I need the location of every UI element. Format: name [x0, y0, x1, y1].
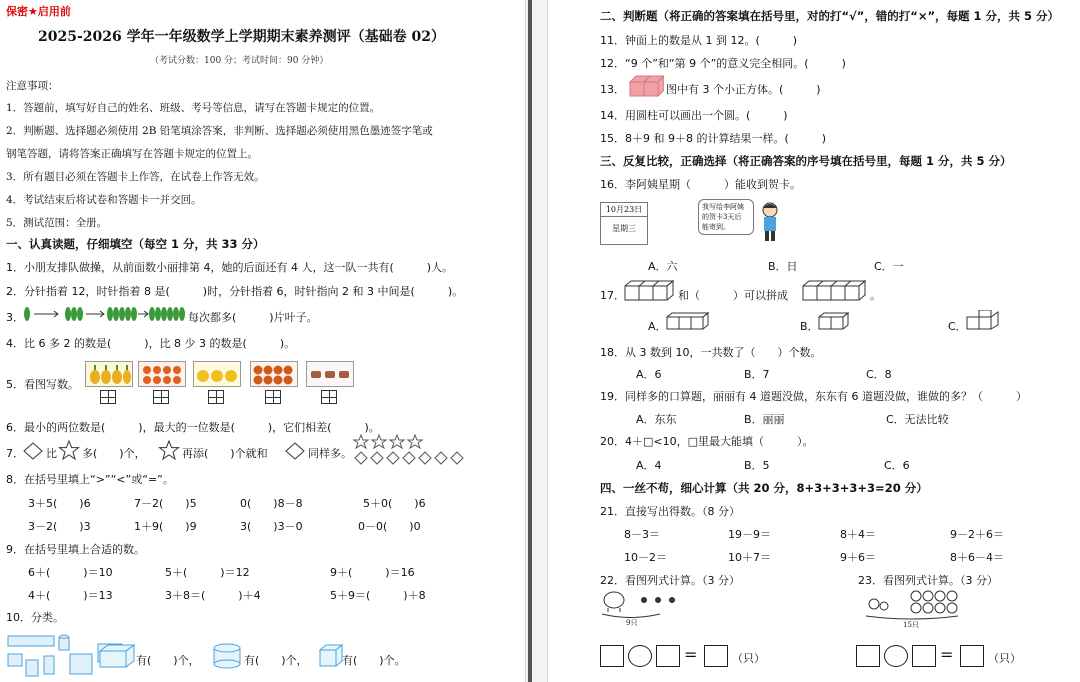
section-3-heading: 三、反复比较，正确选择（将正确答案的序号填在括号里，每题 1 分，共 5 分） — [600, 154, 1012, 168]
count-grid — [153, 390, 169, 404]
exam-subtitle: （考试分数：100 分；考试时间：90 分钟） — [150, 56, 329, 66]
note-line: 钢笔答题，请将答案正确填写在答题卡规定的位置上。 — [6, 148, 258, 160]
calc-item: 10＋7＝ — [728, 551, 771, 564]
option-c: C． — [948, 320, 967, 333]
question-20: 20．4＋□<10，□里最大能填（ ）。 — [600, 435, 814, 448]
question-9: 9．在括号里填上合适的数。 — [6, 543, 145, 556]
question-15: 15．8＋9 和 9＋8 的计算结果一样。( ) — [600, 132, 827, 145]
section-2-heading: 二、判断题（将正确的答案填在括号里，对的打“√”，错的打“×”，每题 1 分，共 5 分） — [600, 9, 1060, 23]
calendar-card — [600, 202, 648, 245]
count-grid — [321, 390, 337, 404]
calc-item: 8＋6－4＝ — [950, 551, 1004, 564]
q22-total-label: 9只 — [626, 619, 638, 627]
pink-cubes-image — [628, 74, 664, 98]
option-a: A．六 — [648, 260, 678, 273]
count-grid — [100, 390, 116, 404]
option-c: C．6 — [884, 459, 910, 472]
option-b: B．5 — [744, 459, 770, 472]
question-8: 8．在括号里填上“>”“<”或“=”。 — [6, 473, 174, 486]
question-11: 11．钟面上的数是从 1 到 12。( ) — [600, 34, 798, 47]
page-divider — [528, 0, 532, 682]
classify-label: 有( )个， — [136, 654, 200, 667]
unit-label: （只） — [988, 652, 1021, 665]
question-18: 18．从 3 数到 10，一共数了（ ）个数。 — [600, 346, 822, 359]
answer-box[interactable] — [656, 645, 680, 667]
leaf-sequence-image — [20, 302, 186, 326]
answer-operator-circle[interactable] — [884, 645, 908, 667]
fill-item: 9＋( )＝16 — [330, 566, 415, 579]
option-b-cubes — [818, 312, 852, 332]
answer-box[interactable] — [856, 645, 880, 667]
question-7-text: 多( )个， — [82, 447, 146, 460]
cube-row-3-image — [624, 280, 676, 302]
question-16: 16．李阿姨星期（ ）能收到贺卡。 — [600, 178, 801, 191]
option-c: C．无法比较 — [886, 413, 949, 426]
question-14: 14．用圆柱可以画出一个圆。( ) — [600, 109, 788, 122]
answer-box[interactable] — [960, 645, 984, 667]
confidential-stamp: 保密★启用前 — [6, 5, 71, 18]
question-7-number: 7． — [6, 447, 24, 460]
note-line: 2．判断题、选择题必须使用 2B 铅笔填涂答案，非判断、选择题必须使用黑色墨迹签字笔或 — [6, 125, 433, 137]
question-3-number: 3． — [6, 311, 24, 324]
calc-item: 19－9＝ — [728, 528, 771, 541]
fill-item: 3＋8＝( )＋4 — [165, 589, 261, 602]
option-a: A．6 — [636, 368, 662, 381]
question-7-text: 再添( )个就和 — [182, 447, 268, 460]
option-b: B．日 — [768, 260, 798, 273]
cuboid-icon — [98, 643, 136, 669]
equals-sign: = — [940, 645, 954, 664]
equals-sign: = — [684, 645, 698, 664]
question-22-picture — [600, 588, 696, 622]
option-a: A．东东 — [636, 413, 677, 426]
compare-item: 3( )3－0 — [240, 520, 303, 533]
fill-item: 4＋( )＝13 — [28, 589, 113, 602]
count-grid — [265, 390, 281, 404]
question-6: 6．最小的两位数是( )，最大的一位数是( )，它们相差( )。 — [6, 421, 380, 434]
question-12: 12．“9 个”和“第 9 个”的意义完全相同。( ) — [600, 57, 846, 70]
bubble-line: 我写给李阿姨 — [702, 203, 744, 211]
question-17-text: 和（ ）可以拼成 — [678, 289, 788, 302]
compare-item: 0－0( )0 — [358, 520, 421, 533]
cylinder-icon — [212, 643, 242, 669]
question-2: 2．分针指着 12，时针指着 8 是( )时，分针指着 6，时针指向 2 和 3 中间是( )。 — [6, 285, 464, 298]
answer-box[interactable] — [704, 645, 728, 667]
q23-total-label: 15只 — [903, 621, 919, 629]
unit-label: （只） — [732, 652, 765, 665]
fill-item: 5＋( )＝12 — [165, 566, 250, 579]
fill-item: 6＋( )＝10 — [28, 566, 113, 579]
compare-item: 1＋9( )9 — [134, 520, 197, 533]
calc-item: 9－2＋6＝ — [950, 528, 1004, 541]
note-line: 1．答题前，填写好自己的姓名、班级、考号等信息，请写在答题卡规定的位置。 — [6, 102, 381, 114]
question-22: 22．看图列式计算。（3 分） — [600, 574, 740, 587]
question-3-text: 每次都多( )片叶子。 — [188, 311, 318, 324]
compare-item: 5＋0( )6 — [363, 497, 426, 510]
option-c-cubes — [966, 310, 1006, 332]
section-4-heading: 四、一丝不苟，细心计算（共 20 分，8+3+3+3+3=20 分） — [600, 481, 928, 495]
question-10: 10．分类。 — [6, 611, 64, 624]
option-a: A．4 — [636, 459, 662, 472]
flower-picture — [138, 361, 186, 387]
note-line: 3．所有题目必须在答题卡上作答，在试卷上作答无效。 — [6, 171, 265, 183]
question-17-number: 17． — [600, 289, 625, 302]
question-17-end: 。 — [870, 289, 881, 302]
question-5: 5．看图写数。 — [6, 378, 79, 391]
section-1-heading: 一、认真读题，仔细填空（每空 1 分，共 33 分） — [6, 237, 265, 251]
note-line: 5．测试范围：全册。 — [6, 217, 108, 229]
star-icon — [58, 440, 80, 460]
bubble-line: 能寄到。 — [702, 223, 730, 231]
diamond-icon — [284, 441, 306, 461]
right-page — [548, 0, 1080, 682]
option-b: B．7 — [744, 368, 770, 381]
classify-label: 有( )个。 — [342, 654, 406, 667]
question-13-number: 13． — [600, 83, 625, 96]
calc-item: 8＋4＝ — [840, 528, 876, 541]
calc-item: 8－3＝ — [624, 528, 660, 541]
pineapple-picture — [85, 361, 133, 387]
cube-icon — [318, 643, 344, 669]
speech-bubble — [698, 199, 754, 235]
answer-operator-circle[interactable] — [628, 645, 652, 667]
left-page — [0, 0, 525, 682]
child-figure-image — [758, 201, 782, 243]
calc-item: 10－2＝ — [624, 551, 667, 564]
question-1: 1．小朋友排队做操，从前面数小丽排第 4，她的后面还有 4 人，这一队一共有( )人。 — [6, 261, 454, 274]
bubble-line: 的贺卡3天后 — [702, 213, 742, 221]
fill-item: 5＋9＝( )＋8 — [330, 589, 426, 602]
question-23: 23．看图列式计算。（3 分） — [858, 574, 998, 587]
question-13-text: 图中有 3 个小正方体。( ) — [666, 83, 821, 96]
exam-title: 2025-2026 学年一年级数学上学期期末素养测评（基础卷 02） — [38, 29, 445, 45]
question-23-picture — [864, 588, 960, 622]
calc-item: 9＋6＝ — [840, 551, 876, 564]
star-icon — [158, 440, 180, 460]
shapes-reference-image — [352, 434, 470, 466]
orange-picture — [250, 361, 298, 387]
calendar-day: 星期三 — [612, 224, 636, 233]
count-grid — [208, 390, 224, 404]
question-19: 19．同样多的口算题，丽丽有 4 道题没做，东东有 6 道题没做，谁做的多？（ ） — [600, 390, 1027, 403]
question-7-text: 同样多。 — [308, 447, 352, 460]
answer-box[interactable] — [912, 645, 936, 667]
option-a-cubes — [666, 312, 712, 332]
compare-item: 0( )8－8 — [240, 497, 303, 510]
option-a: A． — [648, 320, 667, 333]
compare-item: 3－2( )3 — [28, 520, 91, 533]
option-c: C．一 — [874, 260, 904, 273]
chick-picture — [193, 361, 241, 387]
notes-heading: 注意事项： — [6, 80, 59, 92]
question-7-text: 比 — [46, 447, 57, 460]
calendar-date: 10月23日 — [601, 203, 647, 217]
compare-item: 7－2( )5 — [134, 497, 197, 510]
question-4: 4．比 6 多 2 的数是( )，比 8 少 3 的数是( )。 — [6, 337, 296, 350]
diamond-icon — [22, 441, 44, 461]
cow-picture — [306, 361, 354, 387]
answer-box[interactable] — [600, 645, 624, 667]
question-21: 21．直接写出得数。（8 分） — [600, 505, 740, 518]
note-line: 4．考试结束后将试卷和答题卡一并交回。 — [6, 194, 202, 206]
compare-item: 3＋5( )6 — [28, 497, 91, 510]
option-b: B． — [800, 320, 819, 333]
cube-row-4-image — [802, 280, 868, 302]
option-c: C．8 — [866, 368, 892, 381]
option-b: B．丽丽 — [744, 413, 785, 426]
classify-label: 有( )个， — [244, 654, 308, 667]
